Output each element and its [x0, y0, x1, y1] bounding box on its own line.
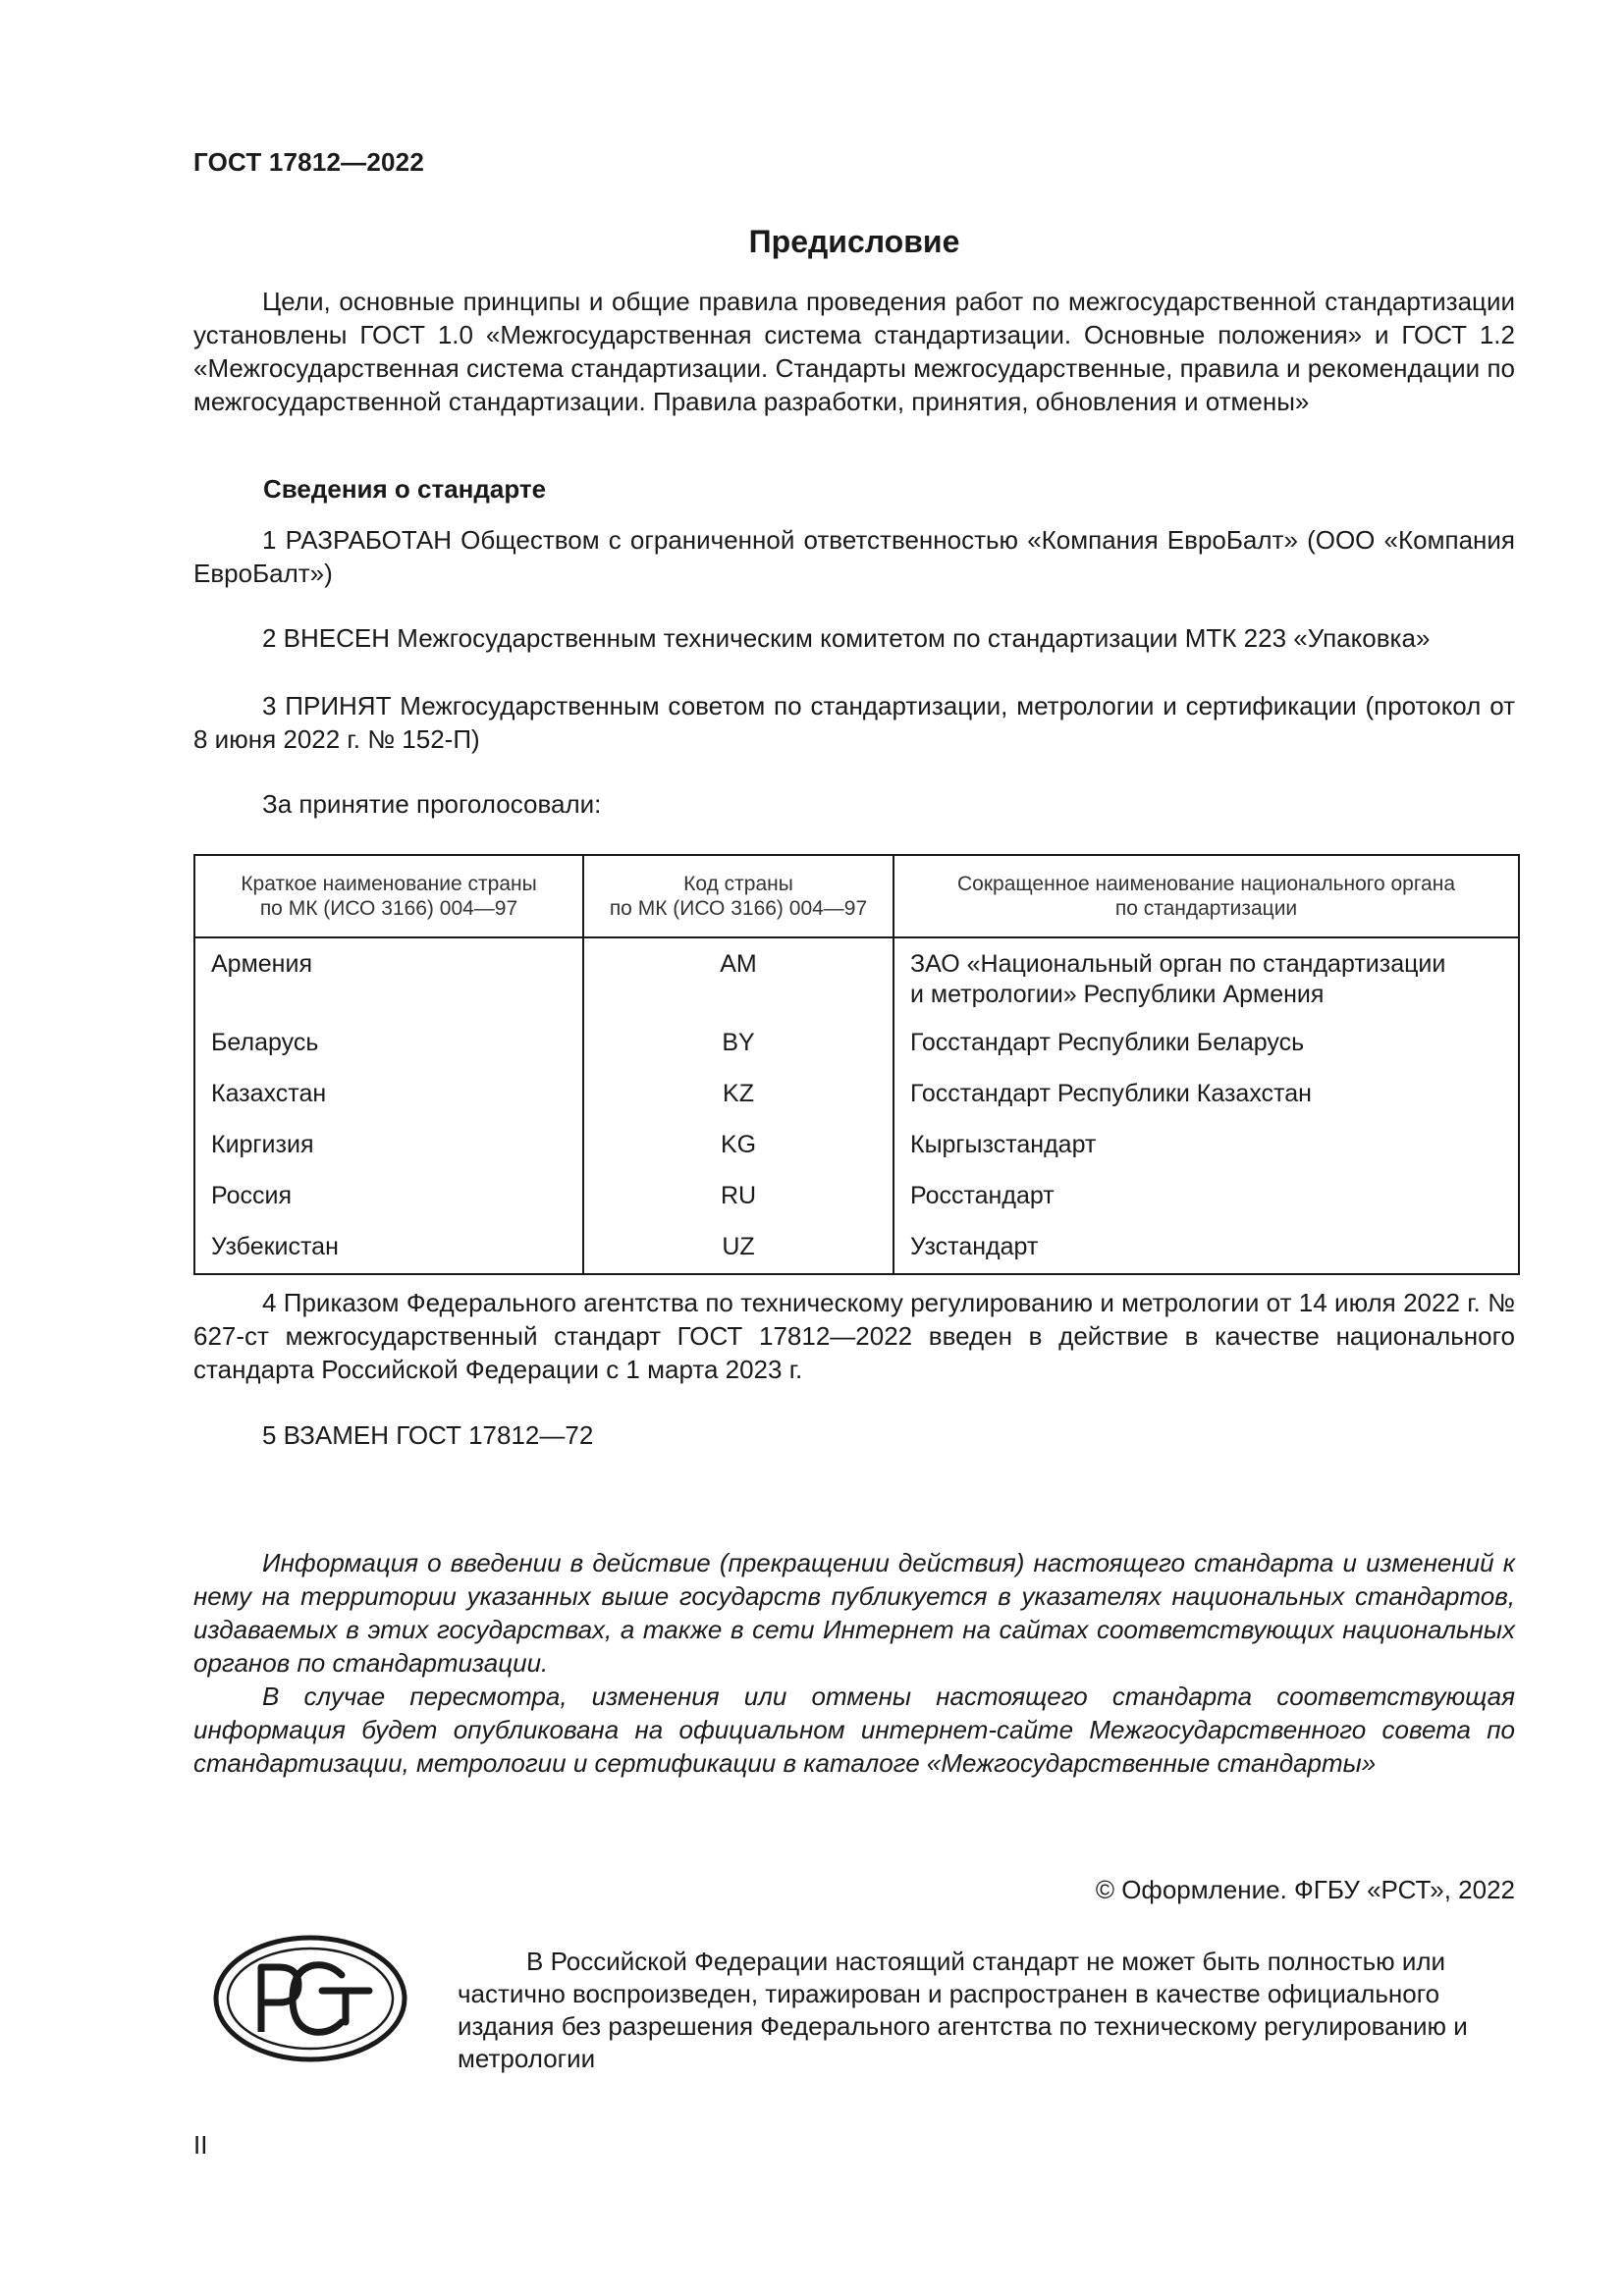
- voting-countries-table: [193, 854, 1520, 1275]
- table-header-row: [194, 855, 1519, 937]
- cell-body: Росстандарт: [893, 1179, 1519, 1230]
- page-number: II: [193, 2130, 208, 2160]
- cell-code: RU: [583, 1179, 893, 1230]
- table-row: [194, 937, 1519, 1026]
- cell-country: Россия: [194, 1179, 583, 1230]
- table-row: [194, 1179, 1519, 1230]
- item-developed: 1 РАЗРАБОТАН Обществом с ограниченной ответственностью «Компания ЕвроБалт» (ООО «Компания ЕвроБалт»): [193, 525, 1515, 588]
- cell-code: AM: [583, 937, 893, 1026]
- cell-country: Армения: [194, 937, 583, 1026]
- cell-country: Казахстан: [194, 1077, 583, 1128]
- cell-code: UZ: [583, 1230, 893, 1274]
- cell-body: ЗАО «Национальный орган по стандартизации и метрологии» Республики Армения: [893, 937, 1519, 1026]
- cell-code: BY: [583, 1026, 893, 1077]
- cell-code: KZ: [583, 1077, 893, 1128]
- table-row: [194, 1026, 1519, 1077]
- cell-country: Беларусь: [194, 1026, 583, 1077]
- item-adopted: 3 ПРИНЯТ Межгосударственным советом по стандартизации, метрологии и сертификации (протокол от 8 июня 2022 г. № 152-П): [193, 691, 1515, 754]
- item-replaces: 5 ВЗАМЕН ГОСТ 17812—72: [262, 1420, 594, 1450]
- header-national-body: Сокращенное наименование национального органа по стандартизации: [893, 855, 1519, 937]
- cell-body: Узстандарт: [893, 1230, 1519, 1274]
- document-code: ГОСТ 17812—2022: [193, 147, 424, 177]
- cell-country: Узбекистан: [194, 1230, 583, 1274]
- table-row: [194, 1230, 1519, 1274]
- header-country-code: Код страны по МК (ИСО 3166) 004—97: [583, 855, 893, 937]
- page-title: Предисловие: [748, 224, 960, 259]
- copyright-line: © Оформление. ФГБУ «РСТ», 2022: [1095, 1875, 1515, 1904]
- legal-notice: В Российской Федерации настоящий стандарт не может быть полностью или частично воспроизведен, тиражирован и распространен в качестве официального издания без разрешения Федерального агентства по техническому регулированию и метрологии: [458, 1947, 1468, 2073]
- cell-code: KG: [583, 1128, 893, 1179]
- item-order: 4 Приказом Федерального агентства по техническому регулированию и метрологии от 14 июля 2022 г. № 627-ст межгосударственный стандарт ГОСТ 17812—2022 введен в действие в качестве национального стандарта Российской Федерации с 1 марта 2023 г.: [193, 1288, 1515, 1384]
- voted-label: За принятие проголосовали:: [262, 789, 602, 819]
- item-introduced: 2 ВНЕСЕН Межгосударственным техническим комитетом по стандартизации МТК 223 «Упаковка»: [262, 623, 1431, 653]
- cell-body: Госстандарт Республики Казахстан: [893, 1077, 1519, 1128]
- cell-country: Киргизия: [194, 1128, 583, 1179]
- table-row: [194, 1077, 1519, 1128]
- cell-body: Кыргызстандарт: [893, 1128, 1519, 1179]
- cell-body: Госстандарт Республики Беларусь: [893, 1026, 1519, 1077]
- rst-logo-icon: [212, 1934, 408, 2063]
- header-country-name: Краткое наименование страны по МК (ИСО 3166) 004—97: [194, 855, 583, 937]
- notice-paragraph-1: Информация о введении в действие (прекращении действия) настоящего стандарта и изменений к нему на территории указанных выше государств публикуется в указателях национальных стандартов, издаваемых в этих государствах, а также в сети Интернет на сайтах соответствующих национальных органов по стандартизации.: [193, 1548, 1515, 1678]
- table-row: [194, 1128, 1519, 1179]
- notice-paragraph-2: В случае пересмотра, изменения или отмены настоящего стандарта соответствующая информация будет опубликована на официальном интернет-сайте Межгосударственного совета по стандартизации, метрологии и сертификации в каталоге «Межгосударственные стандарты»: [193, 1682, 1515, 1778]
- standard-info-heading: Сведения о стандарте: [263, 474, 547, 504]
- intro-paragraph: Цели, основные принципы и общие правила проведения работ по межгосударственной стандартизации установлены ГОСТ 1.0 «Межгосударственная система стандартизации. Основные положения» и ГОСТ 1.2 «Межгосударственная система стандартизации. Стандарты межгосударственные, правила и рекомендации по межгосударственной стандартизации. Правила разработки, принятия, обновления и отмены»: [193, 287, 1515, 416]
